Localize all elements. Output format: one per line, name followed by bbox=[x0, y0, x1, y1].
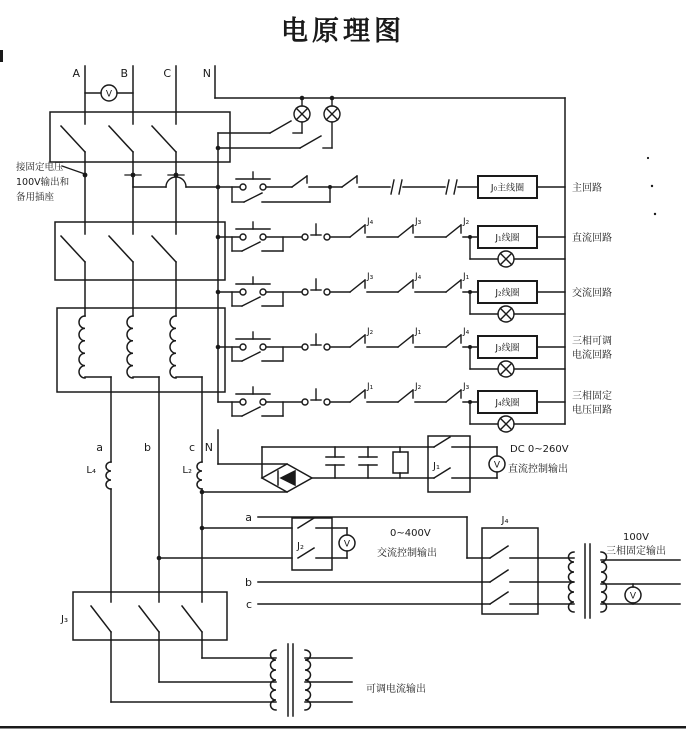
ac-output-line1: 0~400V bbox=[390, 528, 431, 539]
row-fixed-contact2: J₂ bbox=[415, 382, 422, 392]
fixed-output-line2: 三相固定输出 bbox=[606, 546, 666, 557]
row-dc-label: 直流回路 bbox=[572, 233, 612, 244]
row-dc-contact2: J₃ bbox=[415, 217, 422, 227]
voltmeter-fixed-letter: V bbox=[629, 591, 637, 602]
inductor1-label: L₄ bbox=[86, 465, 96, 476]
relay-j3-label: J₃ bbox=[61, 614, 68, 625]
top-phase-bus bbox=[85, 66, 565, 424]
filter-capacitor-2 bbox=[359, 447, 377, 478]
row-ac-contact2: J₄ bbox=[415, 272, 422, 282]
row-fixed-contact3: J₃ bbox=[463, 382, 470, 392]
mid-phase-a-label: a bbox=[96, 441, 103, 454]
dc-output-line1: DC 0~260V bbox=[510, 444, 569, 455]
left-note-line2: 100V输出和 bbox=[16, 177, 70, 188]
row-fixed-label-line2: 电压回路 bbox=[572, 405, 612, 416]
voltmeter-dc-letter: V bbox=[493, 460, 501, 471]
left-note-line1: 接固定电压 bbox=[16, 162, 64, 173]
fixed-voltage-taps bbox=[62, 166, 184, 177]
control-bus bbox=[216, 96, 335, 402]
row-ac-label: 交流回路 bbox=[572, 288, 612, 299]
indicator-lamp-2 bbox=[218, 98, 340, 148]
relay-j1-label: J₁ bbox=[433, 461, 440, 472]
relay-j3-box bbox=[73, 592, 227, 640]
row-dc-contact1: J₄ bbox=[367, 217, 374, 227]
mid-phase-c-label: c bbox=[188, 441, 195, 454]
adjustable-output-label: 可调电流输出 bbox=[366, 684, 426, 695]
row-dc-contact3: J₂ bbox=[463, 217, 470, 227]
row-adj-label-line2: 电流回路 bbox=[572, 350, 612, 361]
inductor2-label: L₂ bbox=[182, 465, 192, 476]
coil-fixed: J₄线圈 bbox=[495, 398, 520, 409]
phase-b-label: B bbox=[120, 67, 128, 80]
contactor-box-1 bbox=[50, 112, 230, 234]
voltmeter-top-letter: V bbox=[105, 89, 113, 100]
row-ac-contact1: J₃ bbox=[367, 272, 374, 282]
relay-j2-box bbox=[157, 518, 355, 570]
row-dc-circuit bbox=[218, 222, 565, 267]
phase-c-label: C bbox=[163, 67, 171, 80]
indicator-lamp-1 bbox=[218, 98, 310, 133]
coil-dc: J₁线圈 bbox=[495, 233, 520, 244]
variac-box bbox=[57, 308, 225, 392]
abc-drop-lines bbox=[106, 377, 287, 592]
row-adj-contact1: J₂ bbox=[367, 327, 374, 337]
bottom-phase-a-label: a bbox=[245, 511, 252, 524]
bridge-rectifier bbox=[200, 447, 428, 494]
row-fixed-contact1: J₁ bbox=[367, 382, 374, 392]
page-bottom-border bbox=[0, 726, 686, 729]
voltmeter-ac-letter: V bbox=[343, 539, 351, 550]
row-fixed-voltage-circuit bbox=[218, 387, 565, 432]
coil-main: J₀主线圈 bbox=[490, 183, 525, 194]
contactor-box-2 bbox=[55, 222, 225, 316]
adjustable-current-transformer bbox=[111, 640, 352, 716]
mid-neutral-label: N bbox=[204, 441, 213, 454]
row-ac-contact3: J₁ bbox=[463, 272, 470, 282]
row-adj-current-circuit bbox=[218, 332, 565, 377]
relay-j4-label: J₄ bbox=[501, 515, 509, 526]
coil-adj: J₃线圈 bbox=[495, 343, 520, 354]
bottom-phase-b-label: b bbox=[245, 576, 252, 589]
left-note-line3: 备用插座 bbox=[16, 192, 55, 203]
row-adj-contact3: J₄ bbox=[463, 327, 470, 337]
bottom-phase-c-label: c bbox=[245, 598, 252, 611]
phase-a-label: A bbox=[72, 67, 80, 80]
neutral-label: N bbox=[202, 67, 211, 80]
filter-capacitor-1 bbox=[326, 447, 344, 478]
row-main-label: 主回路 bbox=[572, 183, 602, 194]
coil-ac: J₂线圈 bbox=[495, 288, 520, 299]
fixed-output-line1: 100V bbox=[623, 532, 649, 543]
row-adj-label-line1: 三相可调 bbox=[572, 336, 612, 347]
relay-j2-label: J₂ bbox=[297, 541, 304, 552]
relay-j4-box bbox=[482, 528, 538, 614]
bleeder-resistor bbox=[393, 447, 408, 478]
mid-phase-b-label: b bbox=[144, 441, 151, 454]
ac-output-line2: 交流控制输出 bbox=[377, 548, 437, 559]
row-adj-contact2: J₁ bbox=[415, 327, 422, 337]
row-fixed-label-line1: 三相固定 bbox=[572, 391, 612, 402]
scan-artifacts bbox=[0, 50, 656, 215]
diagram-title: 电原理图 bbox=[281, 16, 405, 47]
row-ac-circuit bbox=[218, 277, 565, 322]
left-note bbox=[16, 161, 69, 203]
dc-output-line2: 直流控制输出 bbox=[508, 464, 568, 475]
